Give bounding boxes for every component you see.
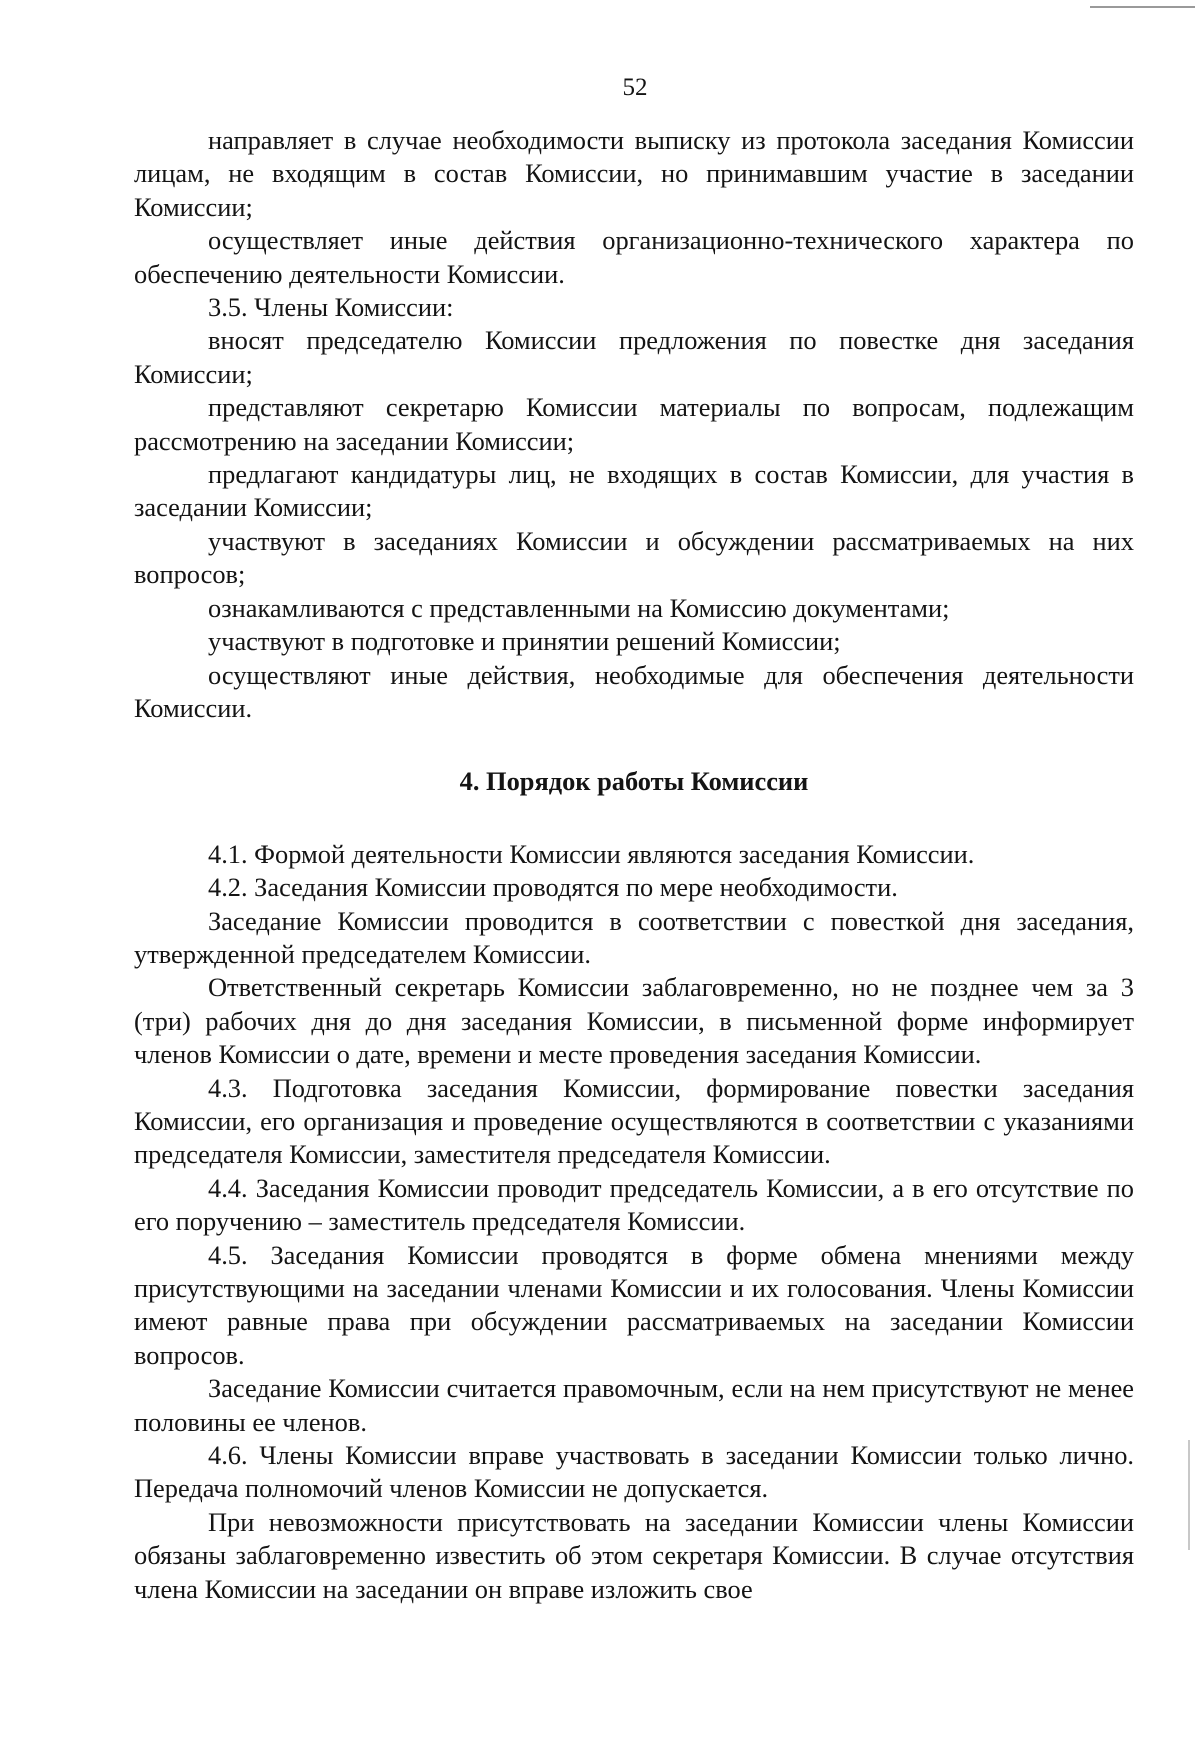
scan-artifact-line bbox=[1188, 1440, 1190, 1550]
paragraphs-before-heading bbox=[134, 124, 1134, 725]
document-paragraph: предлагают кандидатуры лиц, не входящих в состав Комиссии, для участия в заседании Комиссии; bbox=[134, 459, 1134, 523]
document-paragraph: Заседание Комиссии считается правомочным, если на нем присутствуют не менее половины ее членов. bbox=[134, 1373, 1134, 1437]
document-paragraph: представляют секретарю Комиссии материалы по вопросам, подлежащим рассмотрению на заседании Комиссии; bbox=[134, 392, 1134, 456]
document-paragraph: ознакамливаются с представленными на Комиссию документами; bbox=[208, 592, 950, 623]
paragraphs-after-heading bbox=[134, 838, 1134, 1606]
document-paragraph: 3.5. Члены Комиссии: bbox=[208, 292, 454, 323]
document-paragraph: 4.2. Заседания Комиссии проводятся по мере необходимости. bbox=[208, 872, 898, 903]
document-paragraph: При невозможности присутствовать на заседании Комиссии члены Комиссии обязаны заблаговременно известить об этом секретаря Комиссии. В случае отсутствия члена Комиссии на заседании он вправе изложить свое bbox=[134, 1506, 1134, 1604]
document-paragraph: вносят председателю Комиссии предложения по повестке дня заседания Комиссии; bbox=[134, 325, 1134, 389]
document-paragraph: участвуют в заседаниях Комиссии и обсуждении рассматриваемых на них вопросов; bbox=[134, 525, 1134, 590]
document-paragraph: осуществляет иные действия организационно-технического характера по обеспечению деятельности Комиссии. bbox=[134, 225, 1134, 289]
section-heading: 4. Порядок работы Комиссии bbox=[459, 766, 809, 797]
document-paragraph: направляет в случае необходимости выписку из протокола заседания Комиссии лицам, не входящим в состав Комиссии, но принимавшим участие в заседании Комиссии; bbox=[134, 125, 1134, 222]
document-body bbox=[134, 124, 1134, 1606]
document-paragraph: 4.1. Формой деятельности Комиссии являются заседания Комиссии. bbox=[208, 838, 975, 869]
document-paragraph: Ответственный секретарь Комиссии заблаговременно, но не позднее чем за 3 (три) рабочих дня до дня заседания Комиссии, в письменной форме информирует членов Комиссии о дате, времени и месте проведения заседания Комиссии. bbox=[134, 972, 1134, 1070]
document-paragraph: осуществляют иные действия, необходимые для обеспечения деятельности Комиссии. bbox=[134, 659, 1134, 723]
document-paragraph: 4.6. Члены Комиссии вправе участвовать в заседании Комиссии только лично. Передача полномочий членов Комиссии не допускается. bbox=[134, 1440, 1134, 1504]
document-paragraph: 4.4. Заседания Комиссии проводит председатель Комиссии, а в его отсутствие по его поручению – заместитель председателя Комиссии. bbox=[134, 1172, 1134, 1237]
scan-artifact-line bbox=[1090, 6, 1195, 8]
document-paragraph: 4.5. Заседания Комиссии проводятся в форме обмена мнениями между присутствующими на заседании членами Комиссии и их голосования. Члены Комиссии имеют равные права при обсуждении рассматриваемых на заседании Комиссии вопросов. bbox=[134, 1239, 1134, 1370]
document-paragraph: Заседание Комиссии проводится в соответствии с повесткой дня заседания, утвержденной председателем Комиссии. bbox=[134, 905, 1134, 969]
document-paragraph: 4.3. Подготовка заседания Комиссии, формирование повестки заседания Комиссии, его организация и проведение осуществляются в соответствии с указаниями председателя Комиссии, заместителя председателя Комиссии. bbox=[134, 1072, 1134, 1170]
page-number: 52 bbox=[622, 74, 648, 101]
document-paragraph: участвуют в подготовке и принятии решений Комиссии; bbox=[208, 626, 841, 657]
